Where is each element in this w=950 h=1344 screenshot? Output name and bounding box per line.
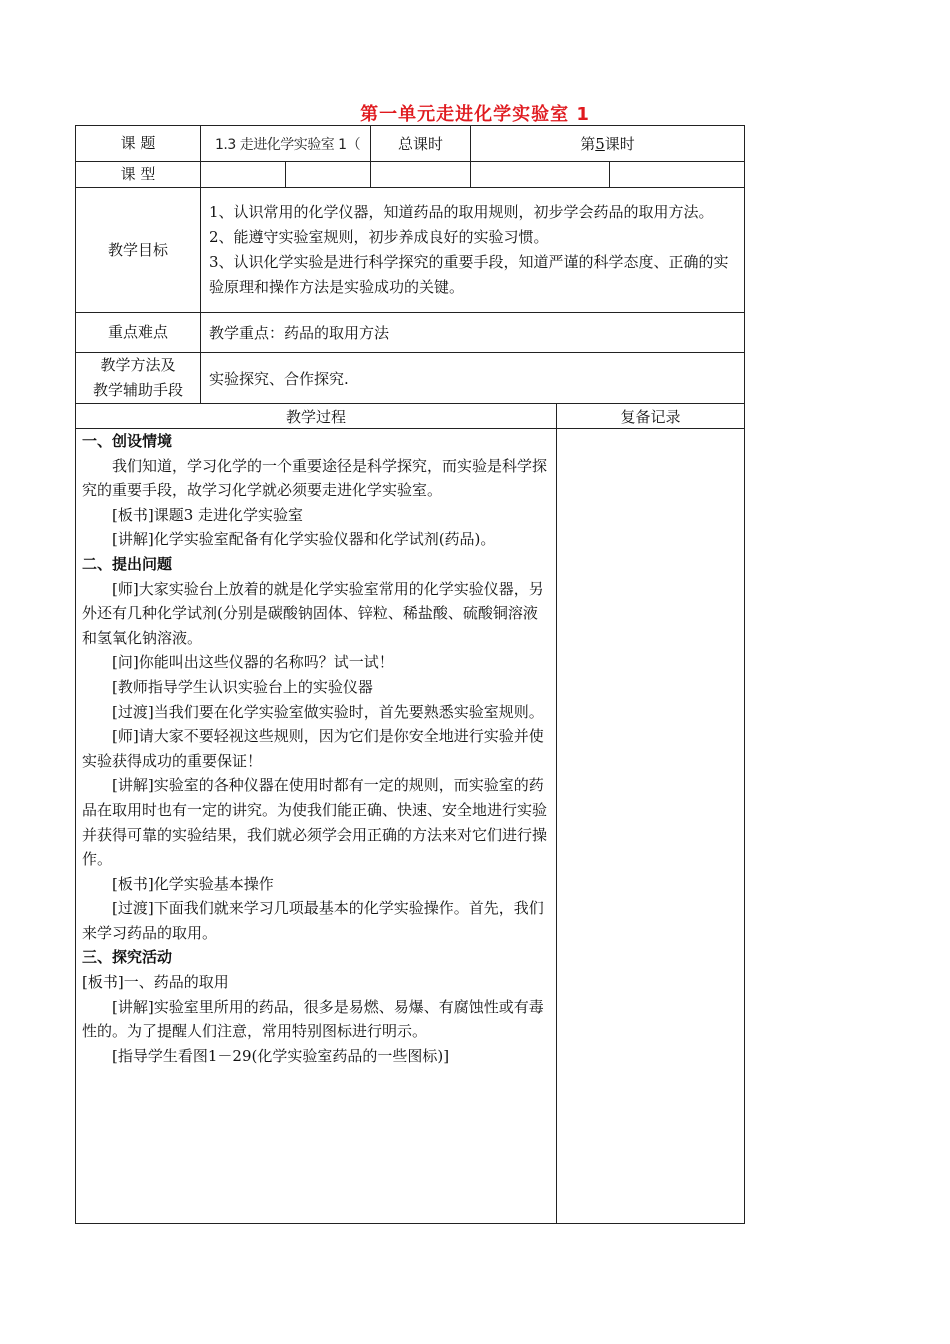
objectives-row bbox=[76, 188, 745, 313]
paragraph: [问]你能叫出这些仪器的名称吗？试一试！ bbox=[112, 653, 394, 672]
process-header: 教学过程 bbox=[76, 404, 557, 429]
paragraph: 来学习药品的取用。 bbox=[82, 923, 218, 942]
topic-row bbox=[76, 126, 745, 162]
paragraph: 性的。为了提醒人们注意，常用特别图标进行明示。 bbox=[82, 1022, 428, 1041]
paragraph: [师]大家实验台上放着的就是化学实验室常用的化学实验仪器，另 bbox=[112, 579, 544, 598]
type-cell bbox=[371, 162, 471, 188]
paragraph: [讲解]实验室的各种仪器在使用时都有一定的规则，而实验室的药 bbox=[112, 776, 544, 795]
section-heading: 三、探究活动 bbox=[82, 948, 173, 967]
process-body-row bbox=[76, 429, 745, 1224]
objectives-content bbox=[201, 188, 745, 313]
total-periods-label: 总课时 bbox=[371, 126, 471, 162]
topic-label: 课 题 bbox=[76, 126, 201, 162]
type-cell bbox=[201, 162, 286, 188]
paragraph: [板书]课题3 走进化学实验室 bbox=[112, 505, 304, 524]
process-header-row bbox=[76, 404, 745, 429]
paragraph: 品在取用时也有一定的讲究。为使我们能正确、快速、安全地进行实验并获得可靠的实验结果，我们就必须学会用正确的方法来对它们进行操作。 bbox=[82, 800, 548, 869]
paragraph: [师]请大家不要轻视这些规则，因为它们是你安全地进行实验并使 bbox=[112, 727, 544, 746]
notes-content bbox=[557, 429, 745, 1224]
document-title: 第一单元走进化学实验室 1 bbox=[360, 104, 590, 125]
objective-item: 2、能遵守实验室规则，初步养成良好的实验习惯。 bbox=[209, 228, 549, 246]
paragraph: 实验获得成功的重要保证！ bbox=[82, 751, 263, 770]
methods-label: 教学方法及 教学辅助手段 bbox=[76, 353, 201, 404]
period-number: 第5课时 bbox=[471, 126, 745, 162]
paragraph: 我们知道，学习化学的一个重要途径是科学探究，而实验是科学探究的重要手段，故学习化学就必须要走进化学实验室。 bbox=[82, 456, 548, 500]
type-label: 课 型 bbox=[76, 162, 201, 188]
key-points-value: 教学重点：药品的取用方法 bbox=[201, 313, 745, 353]
process-content bbox=[76, 429, 557, 1224]
objective-item: 1、认识常用的化学仪器，知道药品的取用规则，初步学会药品的取用方法。 bbox=[209, 203, 714, 221]
paragraph: [指导学生看图1－29(化学实验室药品的一些图标)] bbox=[112, 1046, 450, 1065]
objective-item: 3、认识化学实验是进行科学探究的重要手段，知道严谨的科学态度、正确的实验原理和操作方法是实验成功的关键。 bbox=[209, 253, 729, 296]
type-row bbox=[76, 162, 745, 188]
key-points-row bbox=[76, 313, 745, 353]
methods-value: 实验探究、合作探究. bbox=[201, 353, 745, 404]
type-cell bbox=[471, 162, 610, 188]
paragraph: [讲解]实验室里所用的药品，很多是易燃、易爆、有腐蚀性或有毒 bbox=[112, 997, 544, 1016]
key-points-label: 重点难点 bbox=[76, 313, 201, 353]
type-cell bbox=[286, 162, 371, 188]
paragraph: [板书]化学实验基本操作 bbox=[112, 874, 274, 893]
paragraph: [板书]一、药品的取用 bbox=[82, 973, 229, 992]
paragraph: [教师指导学生认识实验台上的实验仪器 bbox=[112, 677, 373, 696]
methods-row bbox=[76, 353, 745, 404]
section-heading: 二、提出问题 bbox=[82, 554, 173, 573]
paragraph: [讲解]化学实验室配备有化学实验仪器和化学试剂(药品)。 bbox=[112, 530, 496, 549]
objectives-label: 教学目标 bbox=[76, 188, 201, 313]
section-heading: 一、创设情境 bbox=[82, 432, 173, 450]
topic-value: 1.3 走进化学实验室 1（ bbox=[201, 126, 371, 162]
paragraph: [过渡]下面我们就来学习几项最基本的化学实验操作。首先，我们 bbox=[112, 899, 544, 918]
paragraph: 外还有几种化学试剂(分别是碳酸钠固体、锌粒、稀盐酸、硫酸铜溶液和氢氧化钠溶液。 bbox=[82, 604, 538, 647]
period-number-value: 5 bbox=[595, 135, 605, 153]
paragraph: [过渡]当我们要在化学实验室做实验时，首先要熟悉实验室规则。 bbox=[112, 702, 544, 721]
type-cell bbox=[610, 162, 745, 188]
lesson-plan-table bbox=[75, 125, 745, 1224]
notes-header: 复备记录 bbox=[557, 404, 745, 429]
